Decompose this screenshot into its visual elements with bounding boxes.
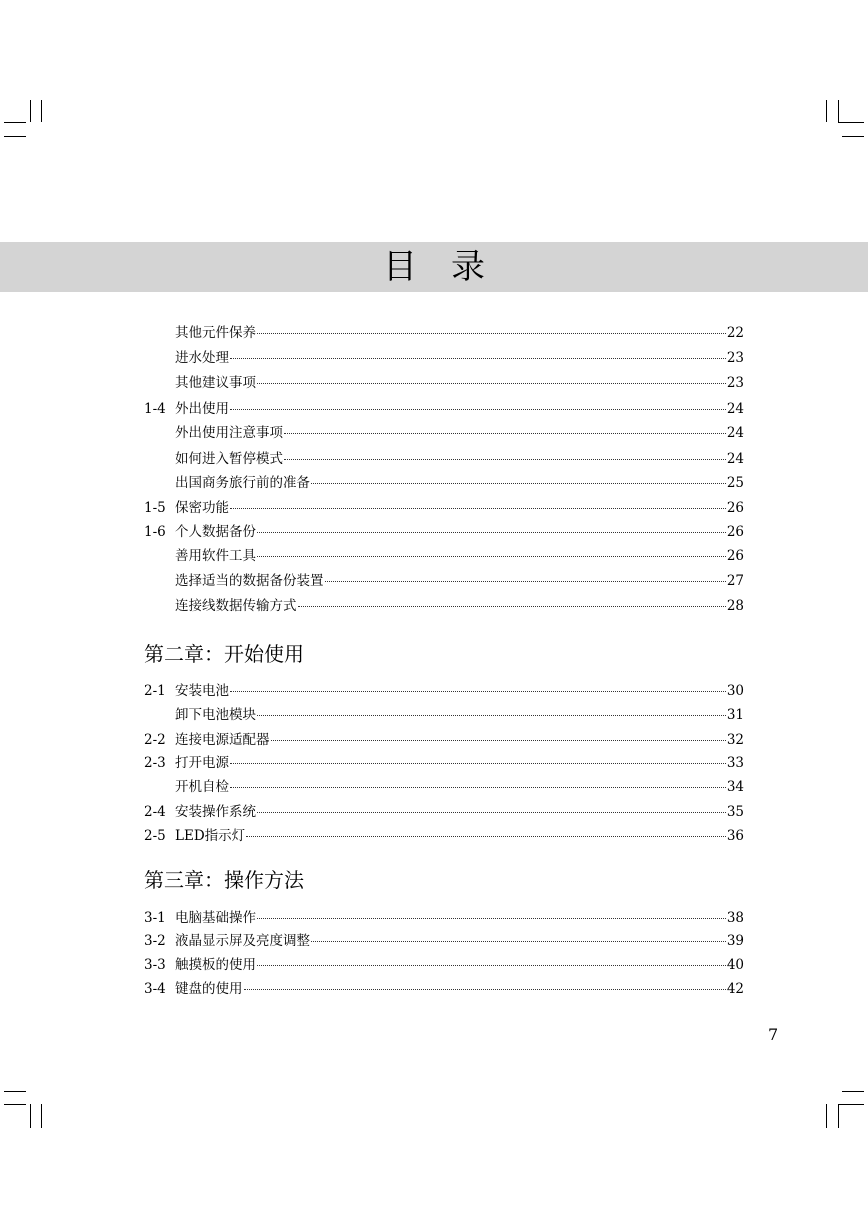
toc-entry-page: 23 (726, 375, 744, 391)
toc-leader-dots (325, 581, 726, 582)
toc-entry-number: 1-4 (144, 401, 166, 417)
toc-entry-page: 30 (726, 683, 744, 699)
toc-entry-line (175, 955, 744, 975)
toc-leader-dots (257, 383, 726, 384)
toc-entry-number: 3-3 (144, 957, 166, 973)
toc-entry-line (175, 596, 744, 616)
toc-leader-dots (230, 691, 726, 692)
toc-entry-line (175, 802, 744, 822)
toc-leader-dots (244, 989, 726, 990)
toc-entry-page: 40 (726, 957, 744, 973)
toc-entry-line (175, 449, 744, 469)
toc-entry-line (175, 681, 744, 701)
toc-entry-label: 安装电池 (175, 683, 229, 699)
toc-entry-line (175, 908, 744, 928)
toc-leader-dots (230, 409, 726, 410)
toc-entry-page: 24 (726, 451, 744, 467)
toc-entry-line (175, 931, 744, 951)
toc-leader-dots (298, 606, 726, 607)
toc-entry-page: 42 (726, 981, 744, 997)
toc-entry-page: 33 (726, 755, 744, 771)
toc-entry-page: 26 (726, 524, 744, 540)
toc-entry[interactable] (144, 979, 744, 999)
toc-entry-line (175, 979, 744, 999)
chapter-heading-3: 第三章：操作方法 (144, 868, 304, 892)
toc-entry[interactable] (144, 730, 744, 750)
toc-leader-dots (257, 812, 726, 813)
toc-entry-label: LED指示灯 (175, 828, 246, 844)
toc-entry-page: 28 (726, 598, 744, 614)
toc-entry-label: 如何进入暂停模式 (175, 451, 283, 467)
toc-entry-label: 液晶显示屏及亮度调整 (175, 933, 310, 949)
page-number: 7 (768, 1025, 779, 1044)
toc-entry-page: 23 (726, 350, 744, 366)
toc-leader-dots (230, 763, 726, 764)
toc-leader-dots (257, 715, 726, 716)
toc-entry-line (175, 348, 744, 368)
toc-entry-page: 39 (726, 933, 744, 949)
toc-entry[interactable] (144, 931, 744, 951)
toc-entry-line (175, 473, 744, 493)
toc-entry-line (175, 777, 744, 797)
toc-entry-number: 3-2 (144, 933, 166, 949)
toc-entry[interactable] (144, 522, 744, 542)
toc-entry-label: 电脑基础操作 (175, 910, 256, 926)
toc-entry-label: 选择适当的数据备份装置 (175, 573, 324, 589)
toc-entry-number: 3-1 (144, 910, 166, 926)
toc-leader-dots (257, 556, 726, 557)
toc-entry-label: 外出使用 (175, 401, 229, 417)
page-title: 目 录 (383, 247, 485, 287)
toc-entry-line (175, 498, 744, 518)
toc-leader-dots (271, 740, 726, 741)
toc-entry[interactable] (144, 423, 744, 443)
toc-entry-line (175, 753, 744, 773)
toc-entry[interactable] (144, 498, 744, 518)
toc-entry-line (175, 571, 744, 591)
toc-entry-number: 2-3 (144, 755, 166, 771)
toc-entry-page: 24 (726, 425, 744, 441)
toc-entry[interactable] (144, 399, 744, 419)
toc-entry-label: 连接电源适配器 (175, 732, 270, 748)
toc-entry-label: 善用软件工具 (175, 548, 256, 564)
toc-entry-label: 键盘的使用 (175, 981, 243, 997)
toc-entry[interactable] (144, 955, 744, 975)
toc-entry-label: 打开电源 (175, 755, 229, 771)
toc-leader-dots (246, 836, 726, 837)
toc-entry-number: 2-2 (144, 732, 166, 748)
toc-entry-label: 进水处理 (175, 350, 229, 366)
toc-leader-dots (284, 459, 726, 460)
toc-entry-number: 3-4 (144, 981, 166, 997)
toc-entry-label: 其他建议事项 (175, 375, 256, 391)
toc-entry-number: 2-5 (144, 828, 166, 844)
toc-entry[interactable] (144, 596, 744, 616)
toc-entry-line (175, 323, 744, 343)
toc-entry-label: 连接线数据传输方式 (175, 598, 297, 614)
toc-entry-label: 个人数据备份 (175, 524, 256, 540)
toc-entry[interactable] (144, 777, 744, 797)
toc-entry-label: 触摸板的使用 (175, 957, 256, 973)
toc-entry-number: 1-5 (144, 500, 166, 516)
toc-leader-dots (284, 433, 726, 434)
toc-entry-page: 27 (726, 573, 744, 589)
toc-entry[interactable] (144, 826, 744, 846)
toc-leader-dots (311, 941, 726, 942)
toc-leader-dots (257, 965, 726, 966)
toc-entry[interactable] (144, 323, 744, 343)
toc-entry-page: 31 (726, 707, 744, 723)
toc-entry-line (175, 730, 744, 750)
toc-leader-dots (257, 333, 726, 334)
toc-entry-number: 2-4 (144, 804, 166, 820)
toc-entry-label: 安装操作系统 (175, 804, 256, 820)
toc-entry[interactable] (144, 449, 744, 469)
toc-leader-dots (311, 483, 726, 484)
toc-entry[interactable] (144, 348, 744, 368)
toc-leader-dots (230, 508, 726, 509)
toc-entry-line (175, 522, 744, 542)
toc-leader-dots (257, 918, 726, 919)
toc-entry-line (175, 826, 744, 846)
toc-leader-dots (230, 787, 726, 788)
toc-entry-page: 24 (726, 401, 744, 417)
toc-entry[interactable] (144, 571, 744, 591)
toc-entry-number: 1-6 (144, 524, 166, 540)
toc-entry[interactable] (144, 753, 744, 773)
toc-entry-line (175, 423, 744, 443)
toc-entry-line (175, 399, 744, 419)
toc-entry-page: 26 (726, 500, 744, 516)
toc-entry[interactable] (144, 802, 744, 822)
chapter-heading-2: 第二章：开始使用 (144, 642, 304, 666)
toc-entry-page: 32 (726, 732, 744, 748)
toc-entry-page: 26 (726, 548, 744, 564)
toc-entry[interactable] (144, 681, 744, 701)
toc-leader-dots (230, 358, 726, 359)
toc-entry-label: 出国商务旅行前的准备 (175, 475, 310, 491)
toc-entry-page: 22 (726, 325, 744, 341)
toc-entry[interactable] (144, 473, 744, 493)
toc-entry-line (175, 705, 744, 725)
toc-entry[interactable] (144, 908, 744, 928)
toc-leader-dots (257, 532, 726, 533)
toc-entry-page: 25 (726, 475, 744, 491)
toc-entry-line (175, 546, 744, 566)
toc-entry-page: 38 (726, 910, 744, 926)
toc-entry[interactable] (144, 705, 744, 725)
toc-entry-label: 卸下电池模块 (175, 707, 256, 723)
toc-entry[interactable] (144, 546, 744, 566)
toc-entry[interactable] (144, 373, 744, 393)
toc-entry-number: 2-1 (144, 683, 166, 699)
toc-entry-page: 35 (726, 804, 744, 820)
toc-entry-label: 外出使用注意事项 (175, 425, 283, 441)
toc-entry-label: 保密功能 (175, 500, 229, 516)
toc-entry-page: 36 (726, 828, 744, 844)
toc-entry-page: 34 (726, 779, 744, 795)
toc-entry-line (175, 373, 744, 393)
toc-entry-label: 其他元件保养 (175, 325, 256, 341)
toc-entry-label: 开机自检 (175, 779, 229, 795)
